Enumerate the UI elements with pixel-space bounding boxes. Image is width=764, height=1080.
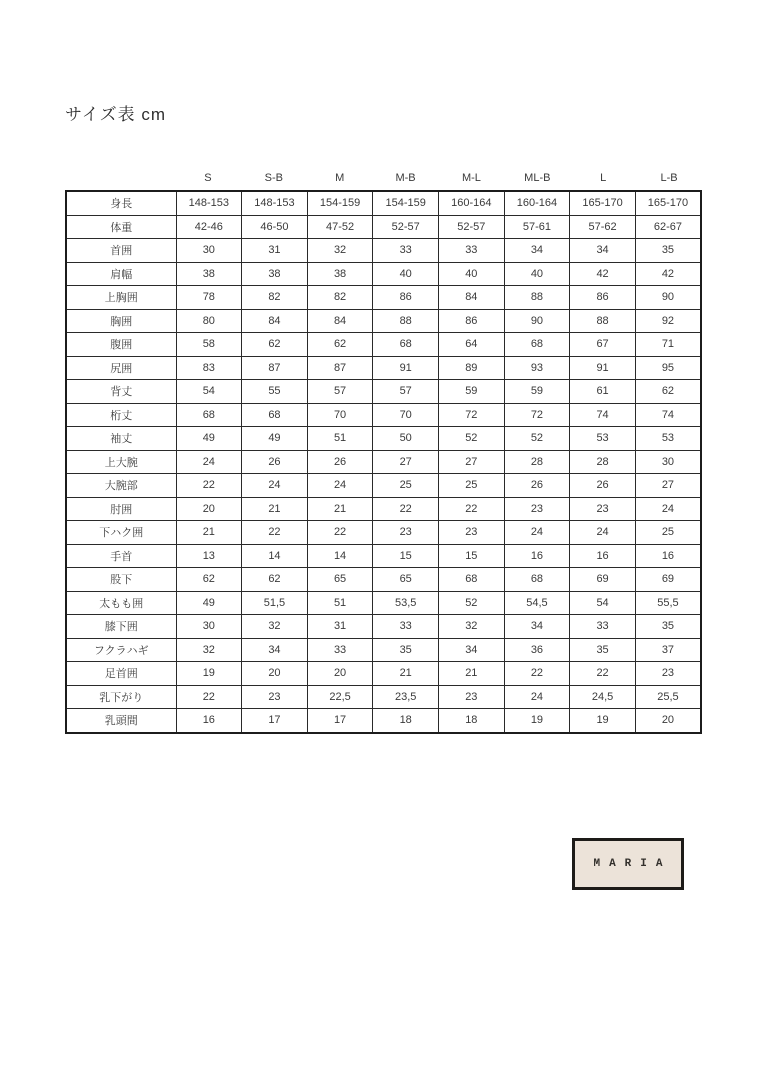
row-label: 背丈	[66, 380, 176, 404]
size-cell: 54	[570, 591, 636, 615]
row-label: 大腕部	[66, 474, 176, 498]
size-cell: 24	[635, 497, 701, 521]
size-cell: 62	[242, 568, 308, 592]
size-cell: 27	[635, 474, 701, 498]
size-cell: 21	[307, 497, 373, 521]
size-cell: 53	[570, 427, 636, 451]
size-cell: 16	[635, 544, 701, 568]
size-cell: 19	[570, 709, 636, 733]
size-cell: 67	[570, 333, 636, 357]
table-row	[66, 450, 701, 474]
size-cell: 40	[439, 262, 505, 286]
size-cell: 83	[176, 356, 242, 380]
size-cell: 22	[242, 521, 308, 545]
size-cell: 35	[570, 638, 636, 662]
size-cell: 84	[439, 286, 505, 310]
size-cell: 86	[373, 286, 439, 310]
table-row	[66, 709, 701, 733]
size-cell: 57-62	[570, 215, 636, 239]
size-cell: 24,5	[570, 685, 636, 709]
size-cell: 35	[635, 615, 701, 639]
size-cell: 53	[635, 427, 701, 451]
size-cell: 24	[504, 685, 570, 709]
row-label: 乳下がり	[66, 685, 176, 709]
size-cell: 72	[439, 403, 505, 427]
size-cell: 86	[439, 309, 505, 333]
size-cell: 62	[242, 333, 308, 357]
size-cell: 86	[570, 286, 636, 310]
size-cell: 68	[242, 403, 308, 427]
size-cell: 54,5	[504, 591, 570, 615]
size-cell: 23	[439, 521, 505, 545]
size-column-header: L	[600, 171, 607, 184]
table-row	[66, 615, 701, 639]
size-cell: 38	[176, 262, 242, 286]
size-cell: 28	[504, 450, 570, 474]
size-cell: 80	[176, 309, 242, 333]
size-cell: 24	[504, 521, 570, 545]
size-cell: 72	[504, 403, 570, 427]
size-cell: 22	[176, 474, 242, 498]
size-cell: 16	[176, 709, 242, 733]
size-cell: 17	[307, 709, 373, 733]
size-column-header: M-B	[395, 171, 416, 184]
size-cell: 34	[439, 638, 505, 662]
size-cell: 49	[176, 427, 242, 451]
size-cell: 88	[373, 309, 439, 333]
size-cell: 28	[570, 450, 636, 474]
size-cell: 47-52	[307, 215, 373, 239]
size-cell: 32	[176, 638, 242, 662]
size-cell: 35	[373, 638, 439, 662]
size-cell: 36	[504, 638, 570, 662]
size-column-header: M-L	[461, 171, 481, 184]
size-cell: 40	[373, 262, 439, 286]
size-cell: 23	[570, 497, 636, 521]
size-cell: 53,5	[373, 591, 439, 615]
size-cell: 17	[242, 709, 308, 733]
size-cell: 69	[570, 568, 636, 592]
size-cell: 51,5	[242, 591, 308, 615]
size-cell: 65	[373, 568, 439, 592]
table-row	[66, 380, 701, 404]
size-cell: 22	[504, 662, 570, 686]
row-label: 首囲	[66, 239, 176, 263]
size-cell: 34	[570, 239, 636, 263]
row-label: 胸囲	[66, 309, 176, 333]
size-cell: 33	[439, 239, 505, 263]
size-column-header: M	[335, 171, 345, 184]
size-cell: 22	[439, 497, 505, 521]
size-cell: 13	[176, 544, 242, 568]
row-label: 体重	[66, 215, 176, 239]
size-cell: 24	[176, 450, 242, 474]
size-cell: 62	[307, 333, 373, 357]
size-cell: 21	[439, 662, 505, 686]
size-cell: 82	[242, 286, 308, 310]
size-cell: 22	[373, 497, 439, 521]
row-label: 手首	[66, 544, 176, 568]
size-cell: 61	[570, 380, 636, 404]
table-row	[66, 286, 701, 310]
size-cell: 23,5	[373, 685, 439, 709]
size-cell: 59	[504, 380, 570, 404]
size-cell: 24	[570, 521, 636, 545]
size-cell: 93	[504, 356, 570, 380]
size-cell: 16	[570, 544, 636, 568]
size-cell: 154-159	[373, 191, 439, 215]
row-label: 太もも囲	[66, 591, 176, 615]
size-cell: 23	[635, 662, 701, 686]
size-cell: 68	[504, 568, 570, 592]
table-row	[66, 544, 701, 568]
row-label: 身長	[66, 191, 176, 215]
size-cell: 160-164	[439, 191, 505, 215]
table-row	[66, 239, 701, 263]
size-cell: 89	[439, 356, 505, 380]
size-cell: 57-61	[504, 215, 570, 239]
size-cell: 52	[439, 427, 505, 451]
table-row	[66, 497, 701, 521]
size-cell: 23	[373, 521, 439, 545]
size-cell: 57	[307, 380, 373, 404]
size-cell: 14	[307, 544, 373, 568]
size-cell: 90	[635, 286, 701, 310]
row-label: 腹囲	[66, 333, 176, 357]
size-cell: 25	[373, 474, 439, 498]
size-cell: 74	[635, 403, 701, 427]
table-row	[66, 403, 701, 427]
size-cell: 51	[307, 427, 373, 451]
size-cell: 91	[570, 356, 636, 380]
size-cell: 55,5	[635, 591, 701, 615]
table-row	[66, 568, 701, 592]
size-cell: 87	[242, 356, 308, 380]
row-label: 股下	[66, 568, 176, 592]
row-label: 上大腕	[66, 450, 176, 474]
size-cell: 84	[242, 309, 308, 333]
size-cell: 49	[176, 591, 242, 615]
size-table	[65, 190, 702, 734]
size-cell: 160-164	[504, 191, 570, 215]
size-cell: 21	[373, 662, 439, 686]
table-row	[66, 333, 701, 357]
size-cell: 52	[439, 591, 505, 615]
row-label: 下ハク囲	[66, 521, 176, 545]
size-cell: 82	[307, 286, 373, 310]
size-cell: 25	[635, 521, 701, 545]
size-column-header: S	[204, 171, 212, 184]
size-cell: 38	[307, 262, 373, 286]
size-cell: 15	[439, 544, 505, 568]
size-cell: 55	[242, 380, 308, 404]
table-row	[66, 356, 701, 380]
size-cell: 42	[635, 262, 701, 286]
size-cell: 68	[176, 403, 242, 427]
brand-logo	[572, 838, 684, 890]
table-row	[66, 474, 701, 498]
size-cell: 37	[635, 638, 701, 662]
size-cell: 165-170	[570, 191, 636, 215]
size-cell: 33	[570, 615, 636, 639]
size-cell: 26	[242, 450, 308, 474]
size-cell: 42-46	[176, 215, 242, 239]
size-cell: 31	[307, 615, 373, 639]
size-cell: 35	[635, 239, 701, 263]
size-column-headers	[65, 165, 702, 190]
size-cell: 30	[176, 615, 242, 639]
row-label: 膝下囲	[66, 615, 176, 639]
size-cell: 70	[307, 403, 373, 427]
size-cell: 38	[242, 262, 308, 286]
size-cell: 16	[504, 544, 570, 568]
table-row	[66, 262, 701, 286]
size-cell: 22	[176, 685, 242, 709]
size-cell: 31	[242, 239, 308, 263]
size-cell: 68	[373, 333, 439, 357]
size-cell: 14	[242, 544, 308, 568]
row-label: 袖丈	[66, 427, 176, 451]
size-cell: 21	[176, 521, 242, 545]
row-label: 上胸囲	[66, 286, 176, 310]
size-cell: 90	[504, 309, 570, 333]
size-cell: 50	[373, 427, 439, 451]
row-label: 足首囲	[66, 662, 176, 686]
size-cell: 33	[373, 239, 439, 263]
size-cell: 64	[439, 333, 505, 357]
size-cell: 23	[439, 685, 505, 709]
size-cell: 23	[504, 497, 570, 521]
size-cell: 26	[504, 474, 570, 498]
size-cell: 78	[176, 286, 242, 310]
size-cell: 20	[242, 662, 308, 686]
size-cell: 148-153	[176, 191, 242, 215]
size-cell: 70	[373, 403, 439, 427]
size-cell: 88	[504, 286, 570, 310]
size-cell: 92	[635, 309, 701, 333]
size-cell: 15	[373, 544, 439, 568]
table-row	[66, 591, 701, 615]
size-cell: 19	[504, 709, 570, 733]
brand-logo-text: MARIA	[593, 858, 672, 870]
size-cell: 32	[439, 615, 505, 639]
size-cell: 18	[439, 709, 505, 733]
size-cell: 40	[504, 262, 570, 286]
table-row	[66, 309, 701, 333]
size-cell: 71	[635, 333, 701, 357]
size-cell: 62-67	[635, 215, 701, 239]
size-cell: 32	[242, 615, 308, 639]
size-cell: 32	[307, 239, 373, 263]
table-row	[66, 215, 701, 239]
size-cell: 33	[307, 638, 373, 662]
size-cell: 23	[242, 685, 308, 709]
size-cell: 52-57	[373, 215, 439, 239]
size-cell: 24	[307, 474, 373, 498]
size-cell: 27	[439, 450, 505, 474]
size-cell: 68	[504, 333, 570, 357]
size-cell: 20	[307, 662, 373, 686]
size-cell: 62	[176, 568, 242, 592]
size-table-container	[65, 165, 702, 734]
size-cell: 22	[570, 662, 636, 686]
size-cell: 22	[307, 521, 373, 545]
size-cell: 88	[570, 309, 636, 333]
table-row	[66, 521, 701, 545]
size-cell: 52	[504, 427, 570, 451]
size-cell: 62	[635, 380, 701, 404]
row-label: 肘囲	[66, 497, 176, 521]
row-label: 乳頭間	[66, 709, 176, 733]
size-cell: 49	[242, 427, 308, 451]
size-cell: 52-57	[439, 215, 505, 239]
table-row	[66, 662, 701, 686]
table-row	[66, 638, 701, 662]
size-cell: 26	[570, 474, 636, 498]
size-cell: 21	[242, 497, 308, 521]
table-row	[66, 685, 701, 709]
size-cell: 26	[307, 450, 373, 474]
size-cell: 25	[439, 474, 505, 498]
size-cell: 165-170	[635, 191, 701, 215]
size-cell: 65	[307, 568, 373, 592]
size-cell: 20	[176, 497, 242, 521]
size-cell: 58	[176, 333, 242, 357]
size-column-header: ML-B	[524, 171, 551, 184]
size-table-body	[66, 191, 701, 733]
size-cell: 25,5	[635, 685, 701, 709]
size-cell: 148-153	[242, 191, 308, 215]
size-cell: 59	[439, 380, 505, 404]
size-cell: 42	[570, 262, 636, 286]
table-row	[66, 427, 701, 451]
size-column-header: L-B	[660, 171, 678, 184]
row-label: 尻囲	[66, 356, 176, 380]
size-cell: 19	[176, 662, 242, 686]
size-cell: 54	[176, 380, 242, 404]
size-cell: 18	[373, 709, 439, 733]
size-cell: 22,5	[307, 685, 373, 709]
row-label: 肩幅	[66, 262, 176, 286]
size-cell: 91	[373, 356, 439, 380]
size-cell: 34	[504, 239, 570, 263]
size-cell: 30	[635, 450, 701, 474]
size-cell: 87	[307, 356, 373, 380]
size-cell: 46-50	[242, 215, 308, 239]
size-cell: 95	[635, 356, 701, 380]
size-cell: 69	[635, 568, 701, 592]
size-cell: 57	[373, 380, 439, 404]
size-cell: 30	[176, 239, 242, 263]
size-cell: 33	[373, 615, 439, 639]
size-cell: 51	[307, 591, 373, 615]
size-cell: 68	[439, 568, 505, 592]
table-row	[66, 191, 701, 215]
size-cell: 34	[242, 638, 308, 662]
size-column-header: S-B	[264, 171, 283, 184]
size-cell: 24	[242, 474, 308, 498]
size-cell: 20	[635, 709, 701, 733]
page-title: サイズ表 cm	[65, 105, 167, 124]
size-cell: 34	[504, 615, 570, 639]
row-label: フクラハギ	[66, 638, 176, 662]
row-label: 桁丈	[66, 403, 176, 427]
size-cell: 27	[373, 450, 439, 474]
size-cell: 154-159	[307, 191, 373, 215]
size-cell: 74	[570, 403, 636, 427]
size-cell: 84	[307, 309, 373, 333]
